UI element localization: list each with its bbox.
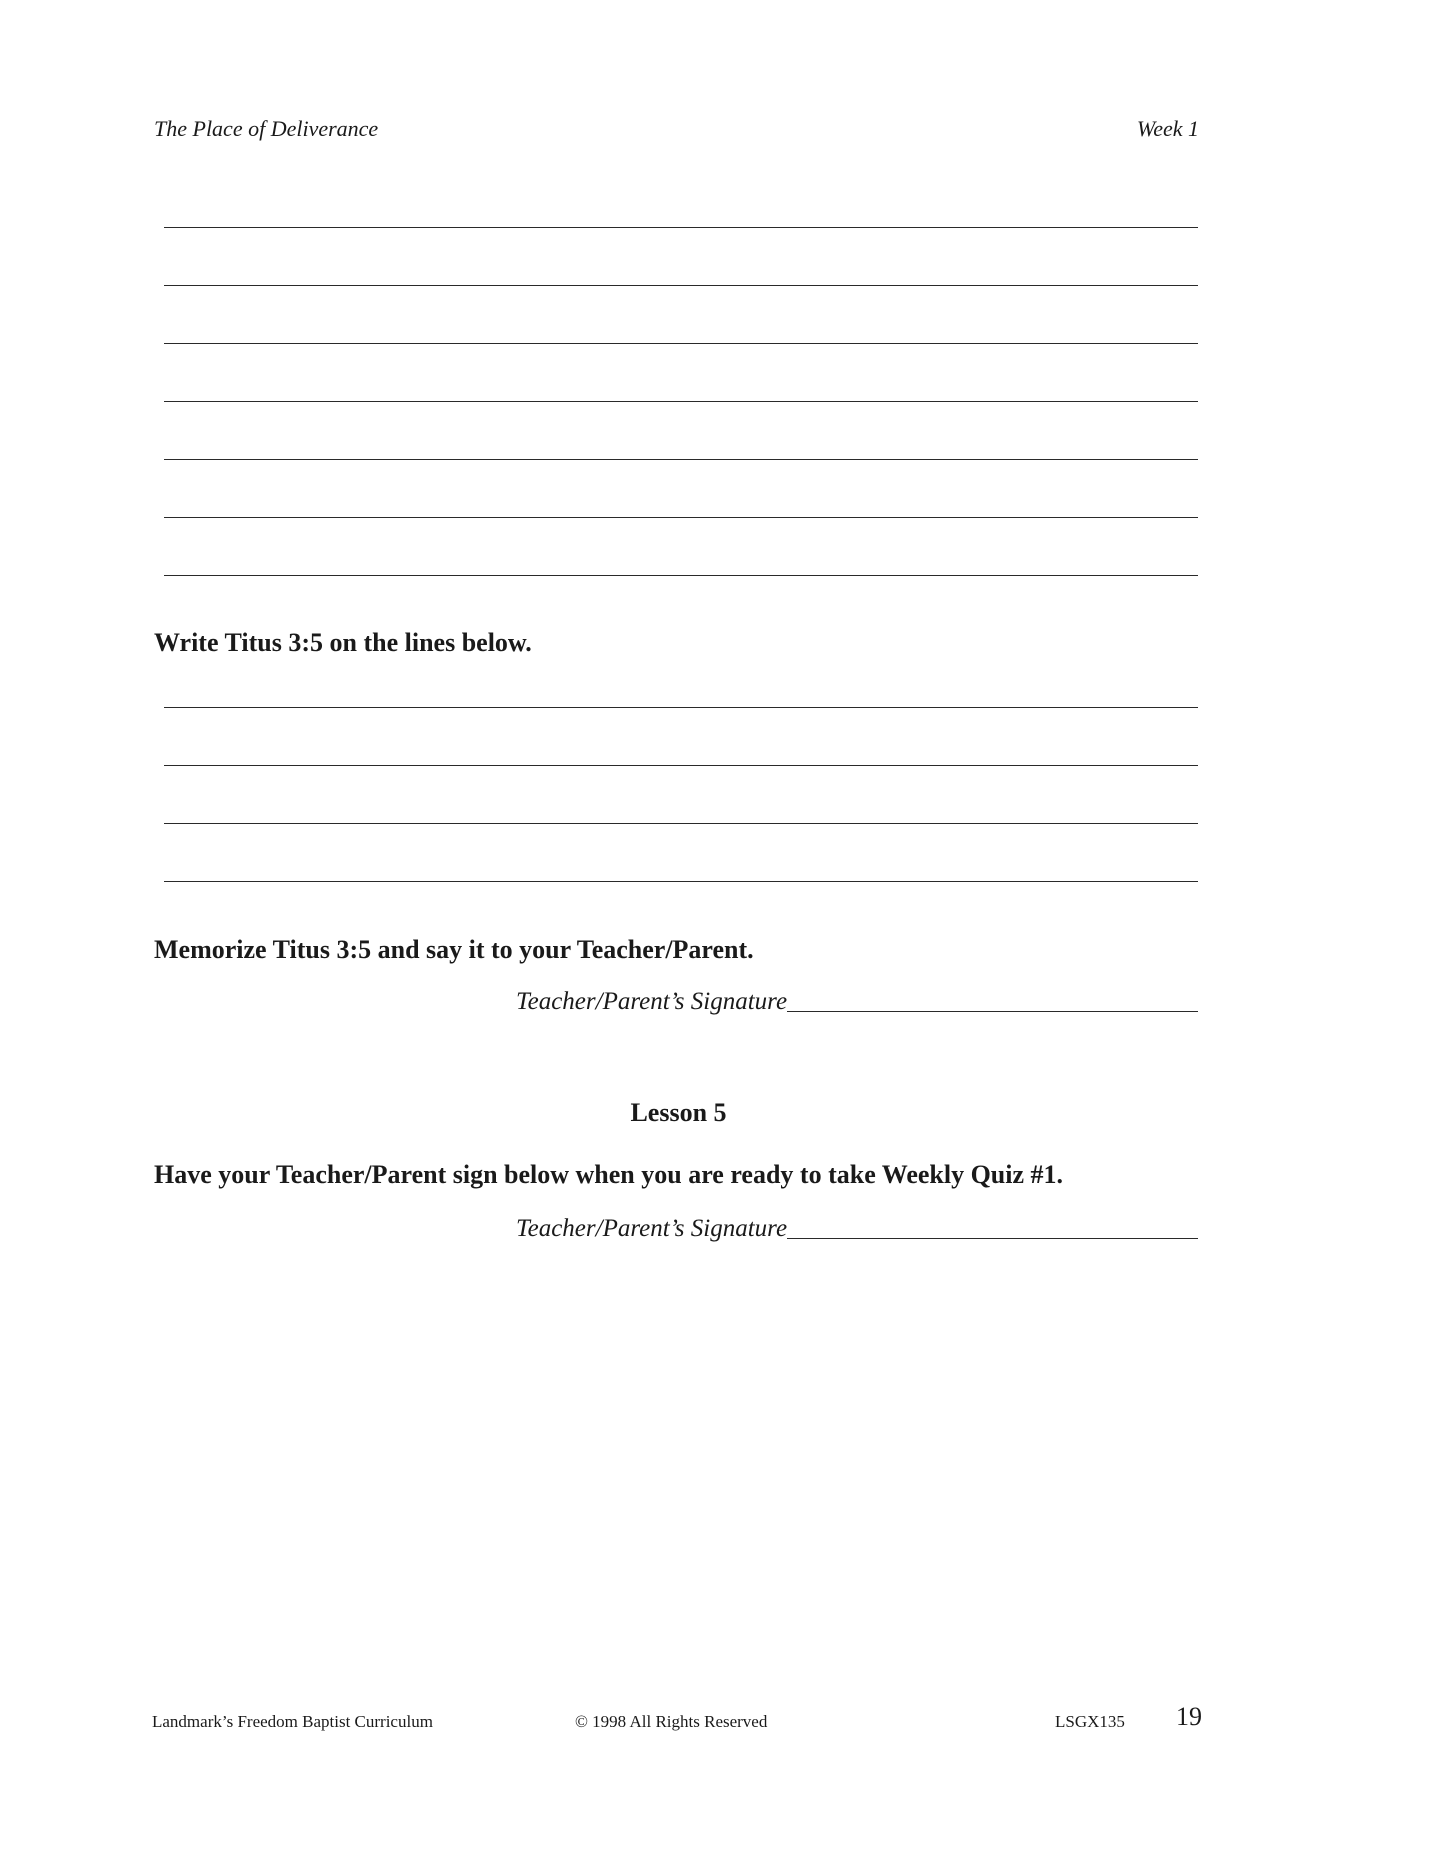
writing-line[interactable] [164,459,1198,460]
titus-write-instruction: Write Titus 3:5 on the lines below. [154,628,532,657]
writing-line[interactable] [164,401,1198,402]
footer-copyright: © 1998 All Rights Reserved [575,1712,768,1731]
signature-line[interactable] [787,1011,1198,1012]
signature-label: Teacher/Parent’s Signature [516,1215,788,1242]
signature-row-memorize [516,988,1198,1016]
titus-memorize-instruction: Memorize Titus 3:5 and say it to your Teacher/Parent. [154,935,754,964]
writing-line[interactable] [164,707,1198,708]
writing-line[interactable] [164,517,1198,518]
signature-row-quiz [516,1215,1198,1243]
footer-curriculum: Landmark’s Freedom Baptist Curriculum [152,1712,433,1731]
writing-line[interactable] [164,881,1198,882]
writing-line[interactable] [164,227,1198,228]
lesson-heading [0,1098,1445,1128]
page-number: 19 [1176,1702,1202,1731]
writing-line[interactable] [164,823,1198,824]
quiz-instruction: Have your Teacher/Parent sign below when you are ready to take Weekly Quiz #1. [154,1160,1064,1189]
lesson-heading-text: Lesson 5 [630,1098,727,1127]
writing-line[interactable] [164,575,1198,576]
signature-label: Teacher/Parent’s Signature [516,988,788,1015]
header-title: The Place of Deliverance [154,116,379,141]
header-week: Week 1 [1136,116,1199,141]
footer-code: LSGX135 [1055,1712,1125,1731]
writing-line[interactable] [164,285,1198,286]
signature-line[interactable] [787,1238,1198,1239]
writing-line[interactable] [164,765,1198,766]
writing-line[interactable] [164,343,1198,344]
